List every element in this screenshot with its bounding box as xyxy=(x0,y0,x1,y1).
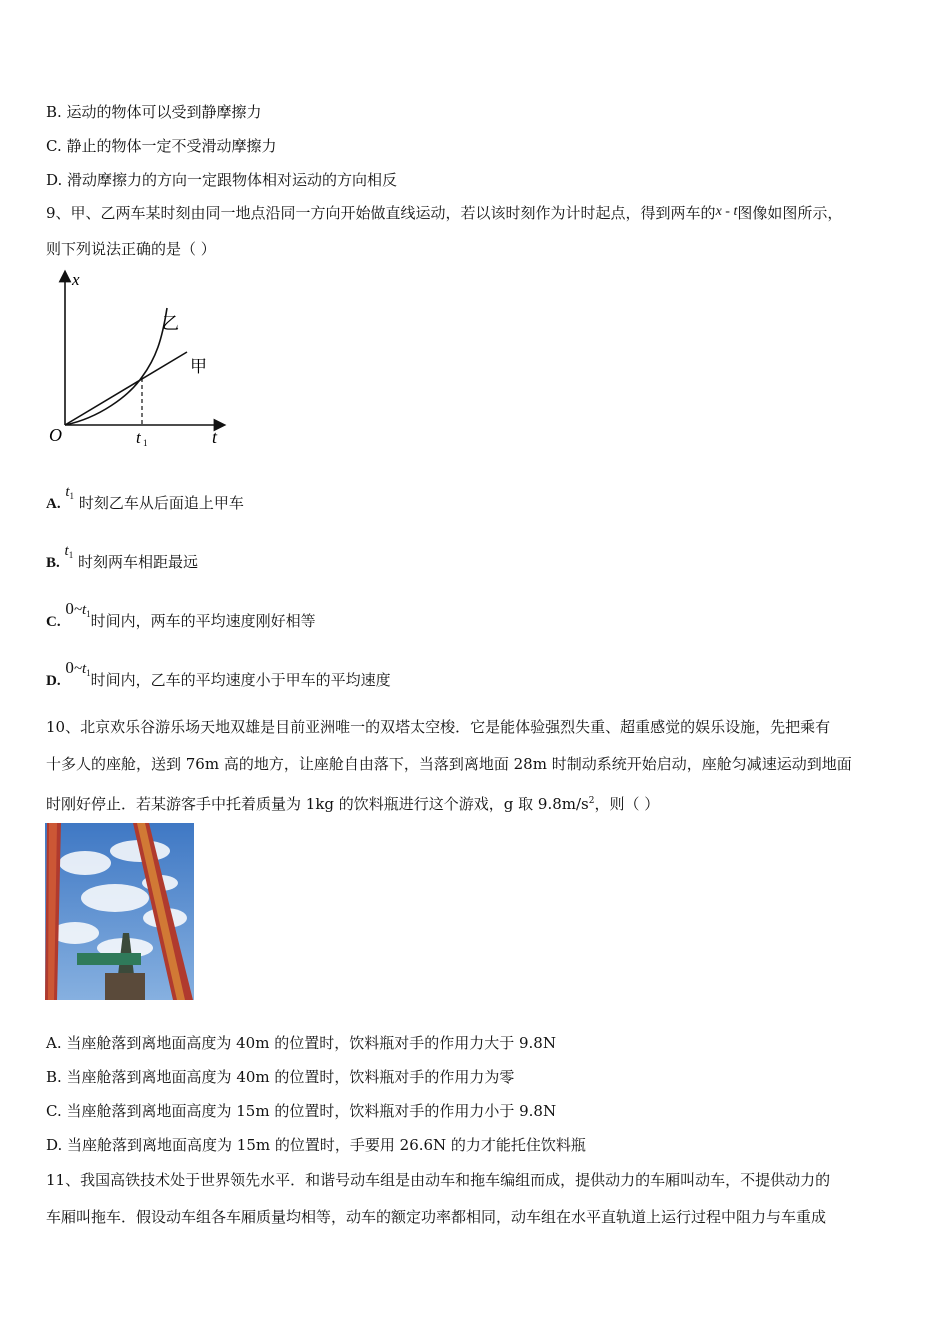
option-label: C. xyxy=(46,614,61,630)
yi-curve xyxy=(65,308,167,425)
q10-stem-line2: 十多人的座舱，送到 76m 高的地方，让座舱自由落下，当落到离地面 28m 时制动系统开始启动，座舱匀减速运动到地面 xyxy=(46,755,852,773)
sub-1: 1 xyxy=(69,491,75,501)
t1-tick-subscript: 1 xyxy=(143,438,148,448)
q10-option-c: C. 当座舱落到离地面高度为 15m 的位置时，饮料瓶对手的作用力小于 9.8N xyxy=(46,1102,557,1120)
t1-symbol xyxy=(65,484,74,500)
range-var: ~t xyxy=(73,661,87,677)
q10-option-d: D. 当座舱落到离地面高度为 15m 的位置时，手要用 26.6N 的力才能托住饮料瓶 xyxy=(46,1136,586,1154)
q9-stem-line1 xyxy=(46,203,842,225)
q9-xt-symbol: x - t xyxy=(715,204,738,219)
drop-tower-photo xyxy=(45,823,194,1000)
y-axis-label: x xyxy=(72,270,80,289)
sub-1: 1 xyxy=(86,609,91,619)
t1-tick-label: t xyxy=(136,428,141,447)
q11-stem-line1: 11、我国高铁技术处于世界领先水平．和谐号动车组是由动车和拖车编组而成，提供动力的车厢叫动车，不提供动力的 xyxy=(46,1171,831,1189)
q9-option-b xyxy=(46,543,199,577)
option-text: 时刻乙车从后面追上甲车 xyxy=(78,494,244,512)
t-var: t xyxy=(65,484,70,500)
zero-symbol: 0 xyxy=(65,599,74,618)
option-label: D. xyxy=(46,673,61,689)
q8-option-b: B. 运动的物体可以受到静摩擦力 xyxy=(46,103,262,121)
sub-1: 1 xyxy=(68,550,74,560)
option-text: 时间内，乙车的平均速度小于甲车的平均速度 xyxy=(90,671,391,689)
yi-label: 乙 xyxy=(162,314,179,334)
q10-stem-end: ，则（ ） xyxy=(594,795,660,813)
q10-stem-line3 xyxy=(46,791,659,814)
q9-option-a xyxy=(46,484,244,518)
q8-option-c: C. 静止的物体一定不受滑动摩擦力 xyxy=(46,137,277,155)
q10-stem-text: 时刚好停止．若某游客手中托着质量为 1kg 的饮料瓶进行这个游戏，g 取 9.8m/s xyxy=(46,795,589,813)
option-label: B. xyxy=(46,555,60,571)
sub-1: 1 xyxy=(86,668,91,678)
range-var: ~t xyxy=(73,602,87,618)
range-symbol xyxy=(74,602,91,618)
q10-superscript: 2 xyxy=(588,796,595,806)
origin-label: O xyxy=(49,425,62,445)
q10-option-b: B. 当座舱落到离地面高度为 40m 的位置时，饮料瓶对手的作用力为零 xyxy=(46,1068,515,1086)
q8-option-d: D. 滑动摩擦力的方向一定跟物体相对运动的方向相反 xyxy=(46,171,398,189)
jia-line xyxy=(65,352,187,425)
q11-stem-line2: 车厢叫拖车．假设动车组各车厢质量均相等，动车的额定功率都相同，动车组在水平直轨道上运行过程中阻力与车重成 xyxy=(46,1208,827,1226)
t-var: t xyxy=(64,543,69,559)
q10-option-a: A. 当座舱落到离地面高度为 40m 的位置时，饮料瓶对手的作用力大于 9.8N xyxy=(46,1034,556,1052)
t1-symbol xyxy=(65,543,74,559)
option-text: 时刻两车相距最远 xyxy=(78,553,199,571)
option-label: A. xyxy=(46,496,61,512)
q10-stem-line1: 10、北京欢乐谷游乐场天地双雄是目前亚洲唯一的双塔太空梭．它是能体验强烈失重、超重感觉的娱乐设施，先把乘有 xyxy=(46,718,831,736)
q9-xt-graph xyxy=(44,268,234,453)
zero-symbol: 0 xyxy=(65,658,74,677)
q9-option-c xyxy=(46,599,316,636)
q9-option-d xyxy=(46,658,391,695)
x-axis-label: t xyxy=(212,427,218,447)
q9-stem-text: 9、甲、乙两车某时刻由同一地点沿同一方向开始做直线运动，若以该时刻作为计时起点，得到两车的 xyxy=(46,204,716,222)
q9-stem-line2: 则下列说法正确的是（ ） xyxy=(46,240,216,258)
option-text: 时间内，两车的平均速度刚好相等 xyxy=(90,612,316,630)
range-symbol xyxy=(74,661,91,677)
jia-label: 甲 xyxy=(190,357,207,377)
q9-stem-text-end: 图像如图所示， xyxy=(737,204,843,222)
